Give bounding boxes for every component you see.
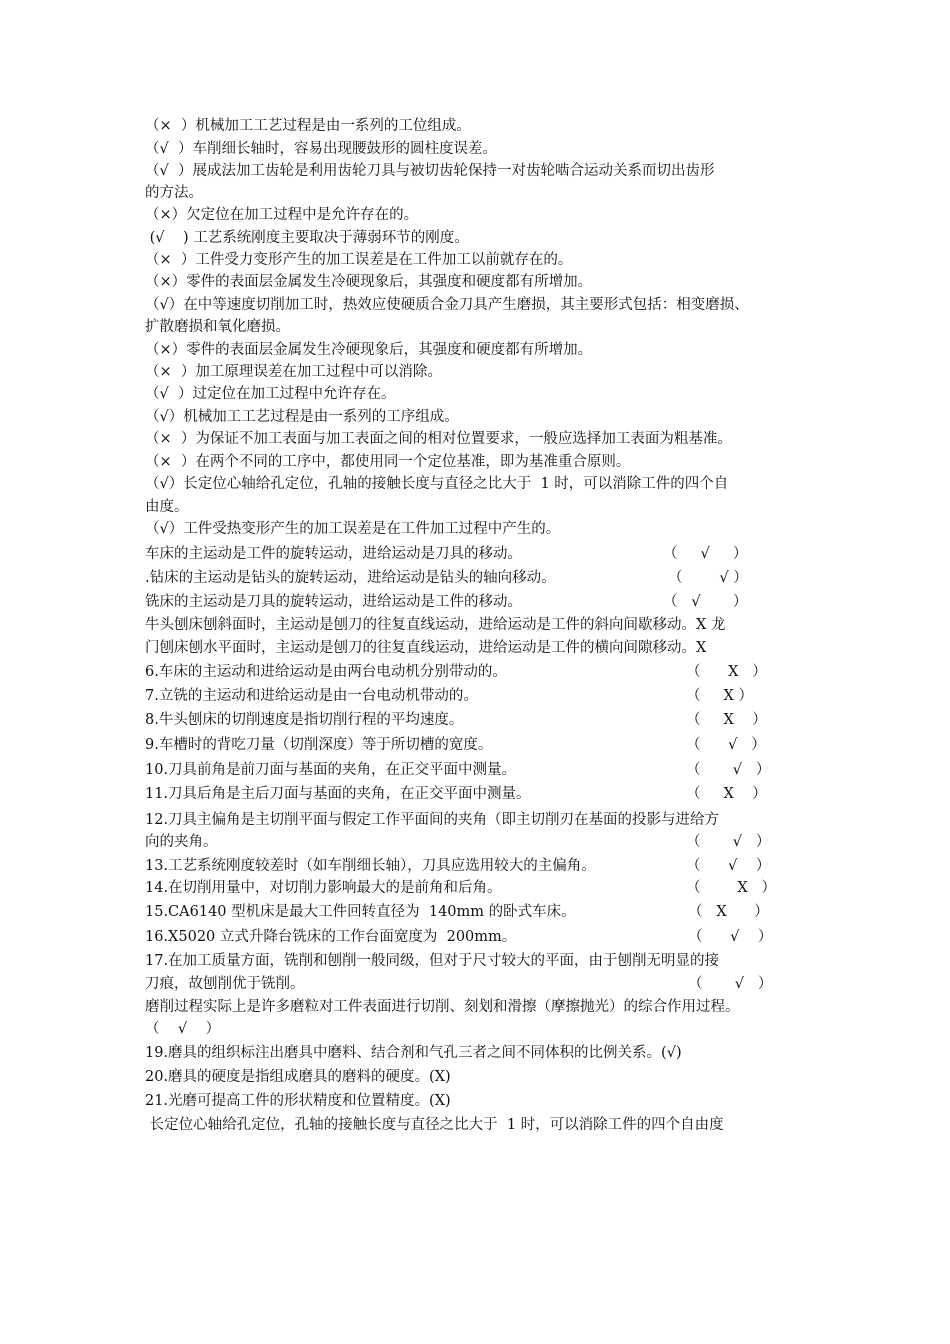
text-line: 11.刀具后角是主后刀面与基面的夹角，在正交平面中测量。: [145, 786, 531, 802]
answer-mark: （ √ ）: [686, 762, 771, 778]
text-line: （×）零件的表面层金属发生冷硬现象后，其强度和硬度都有所增加。: [145, 274, 593, 290]
answer-mark: （ √ ）: [663, 594, 748, 610]
text-line: 铣床的主运动是刀具的旋转运动，进给运动是工件的移动。: [145, 594, 522, 610]
text-line: 由度。: [145, 499, 189, 515]
text-line: (√ ) 工艺系统刚度主要取决于薄弱环节的刚度。: [145, 230, 469, 246]
answer-mark: （ √ ）: [686, 737, 766, 753]
text-line: （× ）机械加工工艺过程是由一系列的工位组成。: [145, 118, 471, 134]
text-line: （√）工件受热变形产生的加工误差是在工件加工过程中产生的。: [145, 521, 561, 537]
text-line: 14.在切削用量中，对切削力影响最大的是前角和后角。: [145, 880, 502, 896]
text-line: （×）欠定位在加工过程中是允许存在的。: [145, 207, 419, 223]
text-line: （√ ）过定位在加工过程中允许存在。: [145, 386, 396, 402]
text-line: 7.立铣的主运动和进给运动是由一台电动机带动的。: [145, 688, 478, 704]
text-line: （ √ ）: [145, 1021, 221, 1037]
text-line: （√ ）车削细长轴时，容易出现腰鼓形的圆柱度误差。: [145, 141, 497, 157]
answer-mark: （ X ）: [686, 688, 753, 704]
text-line: 车床的主运动是工件的旋转运动，进给运动是刀具的移动。: [145, 546, 522, 562]
text-line: 10.刀具前角是前刀面与基面的夹角，在正交平面中测量。: [145, 762, 517, 778]
text-line: （√）在中等速度切削加工时，热效应使硬质合金刀具产生磨损，其主要形式包括：相变磨损、: [145, 297, 749, 313]
text-line: 磨削过程实际上是许多磨粒对工件表面进行切削、刻划和滑擦（摩擦抛光）的综合作用过程。: [145, 999, 740, 1015]
text-line: 牛头刨床刨斜面时，主运动是刨刀的往复直线运动，进给运动是工件的斜向间歇移动。X 龙: [145, 617, 726, 633]
answer-mark: （ √ ）: [663, 546, 748, 562]
text-line: 门刨床刨水平面时，主运动是刨刀的往复直线运动，进给运动是工件的横向间隙移动。X: [145, 640, 707, 656]
text-line: 8.牛头刨床的切削速度是指切削行程的平均速度。: [145, 712, 464, 728]
answer-mark: （ √ ）: [688, 929, 773, 945]
text-line: 12.刀具主偏角是主切削平面与假定工作平面间的夹角（即主切削刃在基面的投影与进给方: [145, 812, 720, 828]
text-line: 扩散磨损和氧化磨损。: [145, 319, 290, 335]
text-line: （×）零件的表面层金属发生冷硬现象后，其强度和硬度都有所增加。: [145, 342, 593, 358]
text-line: （× ）在两个不同的工序中，都使用同一个定位基准，即为基准重合原则。: [145, 454, 631, 470]
text-line: 13.工艺系统刚度较差时（如车削细长轴），刀具应选用较大的主偏角。: [145, 858, 596, 874]
text-line: 向的夹角。: [145, 834, 218, 850]
text-line: （√）机械加工工艺过程是由一系列的工序组成。: [145, 409, 459, 425]
answer-mark: （ X ）: [688, 904, 769, 920]
text-line: 的方法。: [145, 185, 203, 201]
text-line: 16.X5020 立式升降台铣床的工作台面宽度为 200mm。: [145, 929, 517, 945]
answer-mark: （ √ ）: [668, 570, 748, 586]
answer-mark: （ X ）: [686, 712, 767, 728]
text-line: 21.光磨可提高工件的形状精度和位置精度。(X): [145, 1093, 451, 1109]
answer-mark: （ √ ）: [688, 976, 773, 992]
text-line: （√ ）展成法加工齿轮是利用齿轮刀具与被切齿轮保持一对齿轮啮合运动关系而切出齿形: [145, 163, 715, 179]
text-line: 19.磨具的组织标注出磨具中磨料、结合剂和气孔三者之间不同体积的比例关系。(√): [145, 1045, 682, 1061]
text-line: 长定位心轴给孔定位，孔轴的接触长度与直径之比大于 1 时，可以消除工件的四个自由度: [145, 1117, 724, 1133]
answer-mark: （ X ）: [686, 786, 767, 802]
answer-mark: （ X ）: [686, 664, 767, 680]
text-line: 15.CA6140 型机床是最大工件回转直径为 140mm 的卧式车床。: [145, 904, 576, 920]
text-line: （× ）工件受力变形产生的加工误差是在工件加工以前就存在的。: [145, 252, 573, 268]
text-line: 6.车床的主运动和进给运动是由两台电动机分别带动的。: [145, 664, 507, 680]
text-line: .钻床的主运动是钻头的旋转运动，进给运动是钻头的轴向移动。: [145, 570, 556, 586]
text-line: 17.在加工质量方面，铣削和刨削一般同级，但对于尺寸较大的平面，由于刨削无明显的接: [145, 953, 720, 969]
answer-mark: （ X ）: [686, 880, 777, 896]
text-line: 刀痕，故刨削优于铣削。: [145, 976, 305, 992]
text-line: 20.磨具的硬度是指组成磨具的磨料的硬度。(X): [145, 1069, 451, 1085]
text-line: （√）长定位心轴给孔定位，孔轴的接触长度与直径之比大于 1 时，可以消除工件的四个自: [145, 476, 729, 492]
answer-mark: （ √ ）: [686, 858, 771, 874]
text-line: 9.车槽时的背吃刀量（切削深度）等于所切槽的宽度。: [145, 737, 493, 753]
answer-mark: （ √ ）: [686, 834, 771, 850]
text-line: （× ）加工原理误差在加工过程中可以消除。: [145, 364, 442, 380]
text-line: （× ）为保证不加工表面与加工表面之间的相对位置要求，一般应选择加工表面为粗基准。: [145, 431, 732, 447]
